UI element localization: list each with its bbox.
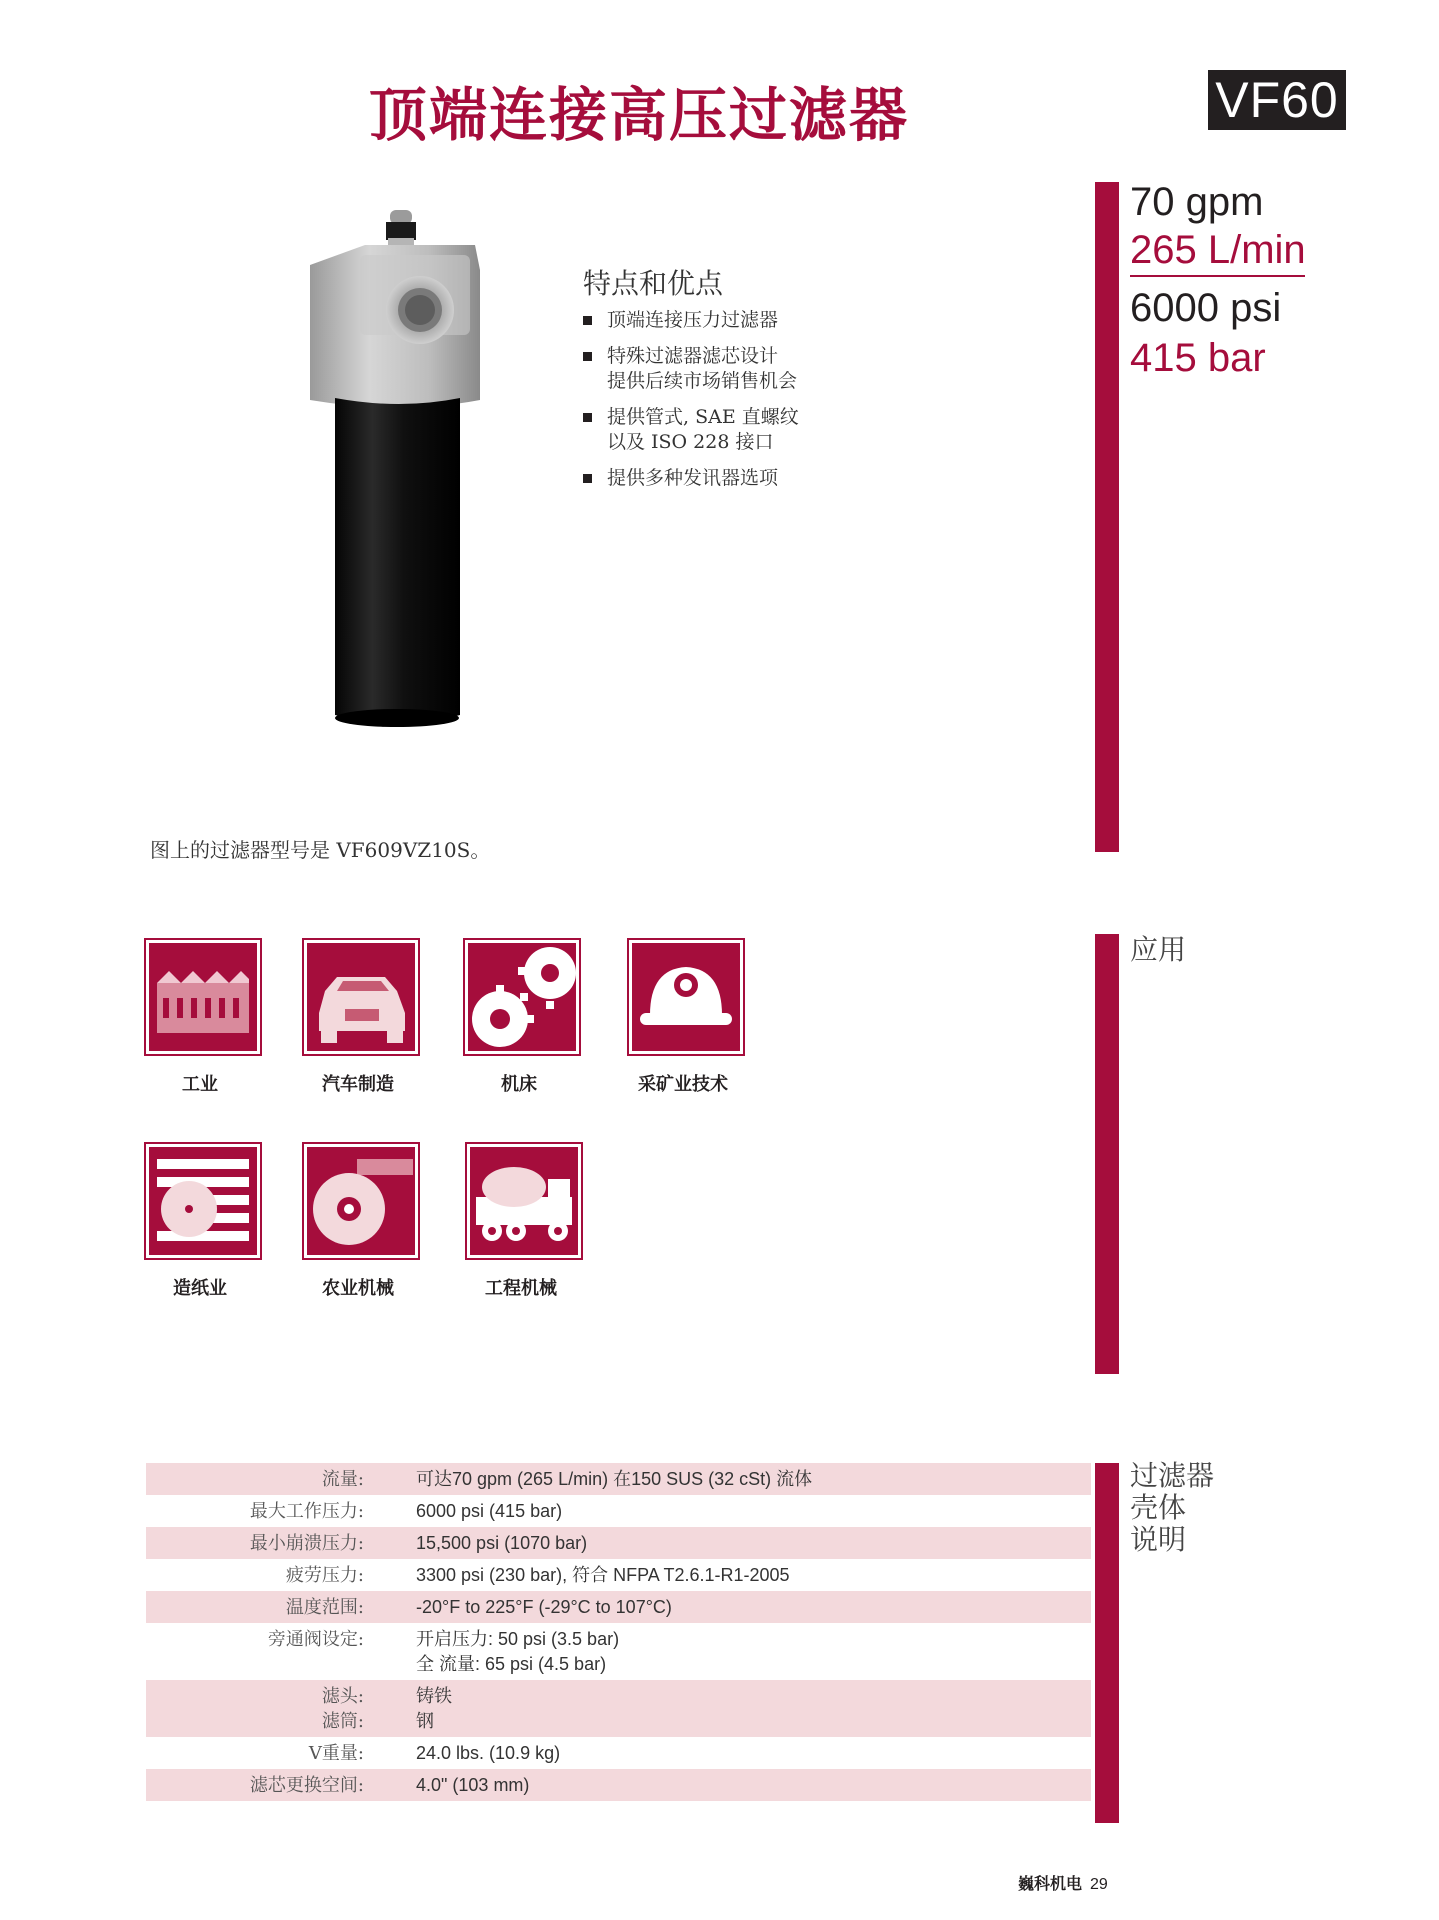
application-mining: 采矿业技术	[627, 938, 739, 1096]
feature-item: 提供管式, SAE 直螺纹 以及 ISO 228 接口	[583, 405, 799, 455]
applications-heading: 应用	[1130, 933, 1187, 966]
factory-icon	[149, 943, 257, 1051]
cement-truck-icon	[470, 1147, 578, 1255]
page-footer	[1018, 1871, 1108, 1894]
mining-helmet-icon	[632, 943, 740, 1051]
table-row: 流量: 可达70 gpm (265 L/min) 在150 SUS (32 cSt) 流体	[146, 1463, 1091, 1495]
car-icon	[307, 943, 415, 1051]
page-title: 顶端连接高压过滤器	[368, 81, 909, 149]
flow-lmin: 265 L/min	[1130, 228, 1306, 272]
table-row: 最小崩溃压力: 15,500 psi (1070 bar)	[146, 1527, 1091, 1559]
image-caption: 图上的过滤器型号是 VF609VZ10S。	[150, 838, 491, 862]
table-row: 滤头: 滤筒: 铸铁 钢	[146, 1680, 1091, 1737]
features-title: 特点和优点	[583, 267, 724, 300]
gears-icon	[468, 943, 576, 1051]
footer-brand: 巍科机电	[1018, 1876, 1083, 1893]
application-paper: 造纸业	[144, 1142, 256, 1300]
model-badge: VF60	[1208, 70, 1346, 130]
application-construction: 工程机械	[465, 1142, 577, 1300]
tractor-icon	[307, 1147, 415, 1255]
table-row: 滤芯更换空间: 4.0" (103 mm)	[146, 1769, 1091, 1801]
pressure-psi: 6000 psi	[1130, 286, 1282, 330]
pressure-bar: 415 bar	[1130, 336, 1266, 380]
table-row: 最大工作压力: 6000 psi (415 bar)	[249, 1501, 563, 1522]
applications-bar	[1095, 934, 1119, 1374]
ratings-bar	[1095, 182, 1119, 852]
table-row: 旁通阀设定: 开启压力: 50 psi (3.5 bar) 全 流量: 65 psi (4.5 bar)	[267, 1629, 620, 1674]
application-machine-tools: 机床	[463, 938, 575, 1096]
housing-spec-table	[146, 1463, 1091, 1801]
application-automotive: 汽车制造	[302, 938, 414, 1096]
housing-heading: 过滤器 壳体 说明	[1130, 1459, 1215, 1556]
application-industrial: 工业	[144, 938, 256, 1096]
application-agriculture: 农业机械	[302, 1142, 414, 1300]
flow-gpm: 70 gpm	[1130, 180, 1264, 224]
housing-bar	[1095, 1463, 1119, 1823]
feature-item: 顶端连接压力过滤器	[583, 308, 799, 333]
filter-product-image	[300, 210, 500, 740]
feature-item: 提供多种发讯器选项	[583, 466, 799, 491]
feature-item: 特殊过滤器滤芯设计 提供后续市场销售机会	[583, 344, 799, 394]
saw-blade-icon	[149, 1147, 257, 1255]
ratings-divider	[1130, 275, 1305, 277]
table-row: 疲劳压力: 3300 psi (230 bar), 符合 NFPA T2.6.1-R1-2005	[285, 1565, 790, 1586]
table-row: 温度范围: -20°F to 225°F (-29°C to 107°C)	[146, 1591, 1091, 1623]
table-row: V重量: 24.0 lbs. (10.9 kg)	[308, 1743, 561, 1764]
features-list	[583, 308, 799, 502]
page-number: 29	[1090, 1876, 1108, 1893]
